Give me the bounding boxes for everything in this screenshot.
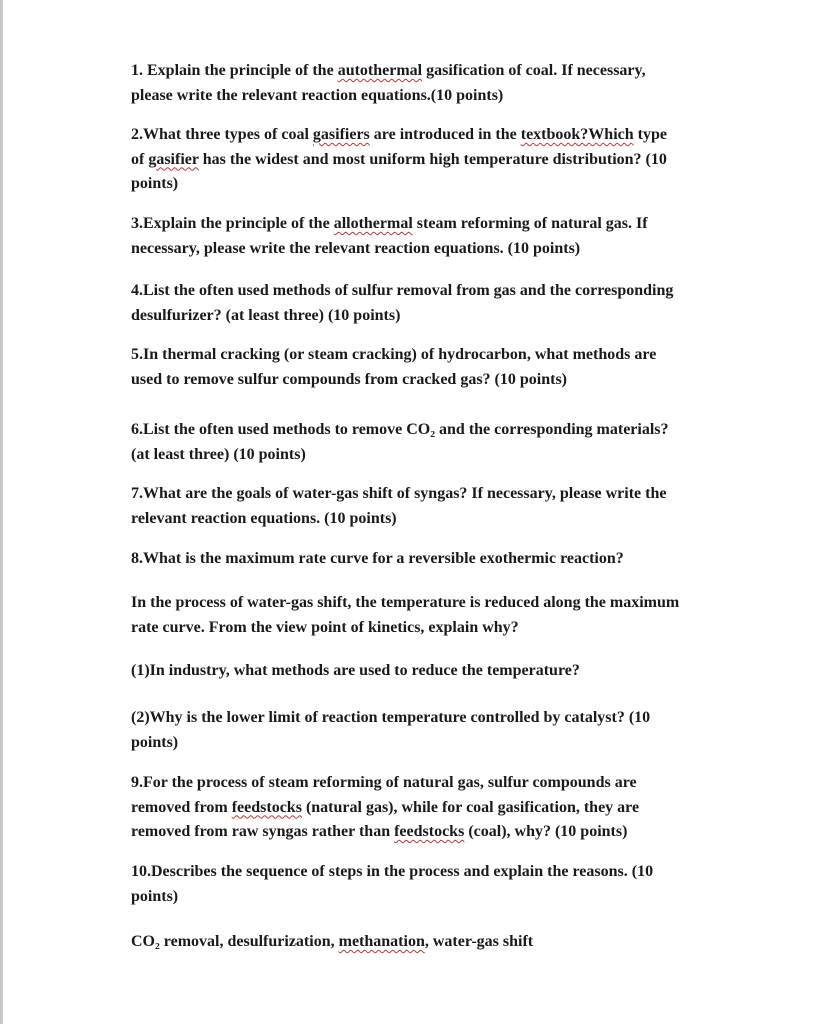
question-2-line-1	[131, 123, 731, 148]
question-10-line-2: points)	[131, 887, 179, 905]
question-1	[131, 59, 731, 108]
question-8-context	[131, 591, 731, 640]
text-segment: , water-gas shift	[424, 933, 534, 950]
question-8-context-line-2: rate curve. From the view point of kinetics, explain why?	[131, 618, 519, 636]
question-4	[131, 279, 731, 328]
question-5-line-1: 5.In thermal cracking (or steam cracking) of hydrocarbon, what methods are	[131, 346, 657, 363]
question-3	[131, 212, 731, 261]
text-segment: has the widest and most uniform high temperature distribution? (10	[198, 150, 667, 168]
question-5-line-2: used to remove sulfur compounds from cracked gas? (10 points)	[131, 370, 568, 388]
question-10-steps	[131, 930, 731, 955]
question-8-line-1: 8.What is the maximum rate curve for a reversible exothermic reaction?	[131, 550, 624, 567]
page-edge-divider	[0, 0, 3, 1024]
question-10-line-1: 10.Describes the sequence of steps in the process and explain the reasons. (10	[131, 863, 654, 880]
question-2	[131, 123, 731, 197]
question-8-part-2	[131, 706, 731, 755]
question-8-context-line-1: In the process of water-gas shift, the temperature is reduced along the maximum	[131, 594, 680, 611]
question-8	[131, 547, 731, 572]
text-segment: 3.Explain the principle of the	[131, 215, 334, 232]
question-9	[131, 771, 731, 845]
question-1-line-1	[131, 59, 731, 84]
question-9-line-2	[131, 796, 731, 821]
spellcheck-flagged-word[interactable]: allothermal	[333, 215, 413, 232]
question-2-line-2	[131, 148, 731, 173]
question-10	[131, 860, 731, 909]
text-segment: type	[633, 126, 667, 143]
spellcheck-flagged-word[interactable]: gasifier	[148, 150, 199, 168]
text-segment: (coal), why? (10 points)	[464, 823, 628, 840]
text-segment: (natural gas), while for coal gasification, they are	[301, 798, 640, 816]
spellcheck-flagged-word[interactable]: textbook?Which	[520, 126, 634, 143]
spellcheck-flagged-word[interactable]: methanation	[338, 933, 425, 950]
question-2-line-3: points)	[131, 175, 179, 192]
text-segment: CO₂ removal, desulfurization,	[131, 933, 339, 950]
question-6-line-1: 6.List the often used methods to remove CO₂ and the corresponding materials?	[131, 421, 669, 438]
question-8-part-2-line-2: points)	[131, 733, 179, 751]
question-8-part-2-line-1: (2)Why is the lower limit of reaction temperature controlled by catalyst? (10	[131, 709, 651, 726]
text-segment: are introduced in the	[369, 126, 521, 143]
spellcheck-flagged-word[interactable]: gasifiers	[312, 126, 370, 143]
question-6	[131, 418, 731, 467]
text-segment: steam reforming of natural gas. If	[412, 215, 648, 232]
text-segment: removed from raw syngas rather than	[131, 823, 395, 840]
question-1-line-2: please write the relevant reaction equations.(10 points)	[131, 86, 504, 104]
text-segment: 2.What three types of coal	[131, 126, 313, 143]
question-9-line-1: 9.For the process of steam reforming of natural gas, sulfur compounds are	[131, 774, 637, 791]
question-7-line-2: relevant reaction equations. (10 points)	[131, 509, 397, 527]
text-segment: removed from	[131, 798, 232, 816]
question-8-part-1-line-1: (1)In industry, what methods are used to reduce the temperature?	[131, 662, 580, 679]
text-segment: 1. Explain the principle of the	[131, 62, 338, 79]
spellcheck-flagged-word[interactable]: feedstocks	[394, 823, 465, 840]
question-7	[131, 482, 731, 531]
text-segment: gasification of coal. If necessary,	[422, 62, 646, 79]
question-6-line-2: (at least three) (10 points)	[131, 445, 306, 463]
question-4-line-2: desulfurizer? (at least three) (10 points)	[131, 306, 401, 324]
question-7-line-1: 7.What are the goals of water-gas shift of syngas? If necessary, please write the	[131, 485, 667, 502]
question-4-line-1: 4.List the often used methods of sulfur removal from gas and the corresponding	[131, 282, 674, 299]
text-segment: of	[131, 150, 149, 168]
question-8-part-1	[131, 659, 731, 684]
question-9-line-3	[131, 820, 731, 845]
question-10-steps-line-1	[131, 930, 731, 955]
question-3-line-1	[131, 212, 731, 237]
spellcheck-flagged-word[interactable]: autothermal	[337, 62, 423, 79]
spellcheck-flagged-word[interactable]: feedstocks	[231, 798, 302, 816]
question-5	[131, 343, 731, 392]
question-3-line-2: necessary, please write the relevant reaction equations. (10 points)	[131, 239, 581, 257]
